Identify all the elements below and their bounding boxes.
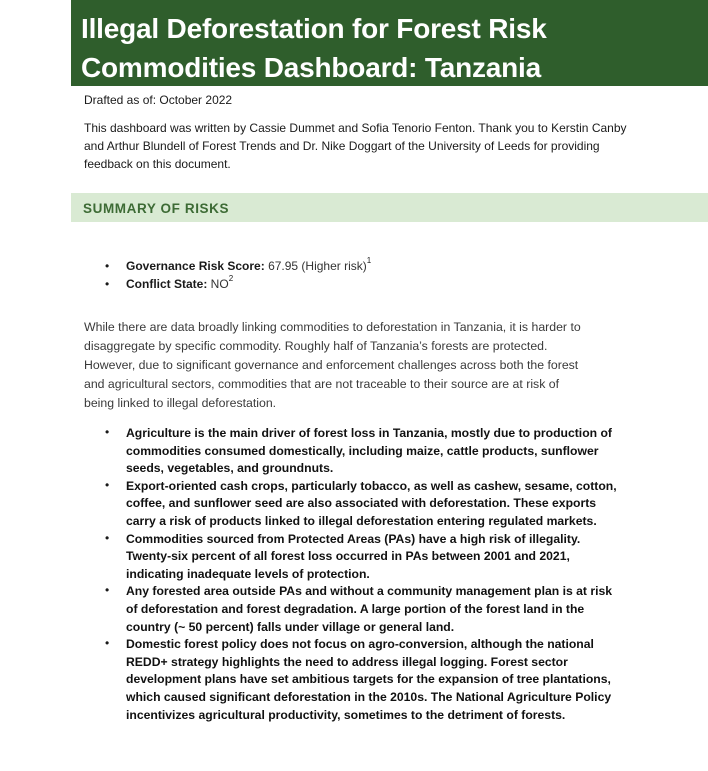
section-heading: SUMMARY OF RISKS <box>83 201 230 216</box>
key-point-forest-policy <box>105 636 617 724</box>
key-point-line: indicating inadequate levels of protection. <box>126 566 370 581</box>
governance-risk-label: Governance Risk Score: <box>126 259 265 273</box>
bullet-icon: • <box>105 277 110 291</box>
key-point-line: Any forested area outside PAs and without a community management plan is at risk <box>126 584 613 599</box>
footnote-ref[interactable]: 1 <box>366 256 372 265</box>
authors-line: This dashboard was written by Cassie Dummet and Sofia Tenorio Fenton. Thank you to Kerstin Canby <box>84 121 627 135</box>
risk-score-list <box>105 257 371 293</box>
bullet-icon: • <box>105 530 110 545</box>
key-point-line: coffee, and sunflower seed are also associated with deforestation. These exports <box>126 496 597 511</box>
governance-risk-item <box>105 257 371 275</box>
authors-line: and Arthur Blundell of Forest Trends and Dr. Nike Doggart of the University of Leeds for providing <box>84 139 600 153</box>
conflict-state-value: NO <box>207 277 229 291</box>
document-title-line-2: Commodities Dashboard: Tanzania <box>81 52 542 83</box>
key-point-line: Twenty-six percent of all forest loss occurred in PAs between 2001 and 2021, <box>126 549 570 564</box>
bullet-icon: • <box>105 425 110 439</box>
key-point-line: Commodities sourced from Protected Areas (PAs) have a high risk of illegality. <box>126 531 581 546</box>
bullet-icon: • <box>105 259 110 273</box>
key-point-line: REDD+ strategy highlights the need to address illegal logging. Forest sector <box>126 654 568 669</box>
authors-paragraph <box>84 119 684 173</box>
bullet-icon: • <box>105 583 110 598</box>
drafted-date: Drafted as of: October 2022 <box>84 93 233 107</box>
intro-line: While there are data broadly linking commodities to deforestation in Tanzania, it is harder to <box>84 320 581 334</box>
key-point-line: which caused significant deforestation in the 2010s. The National Agriculture Policy <box>126 689 612 704</box>
key-point-protected-areas <box>105 531 617 584</box>
key-point-line: Agriculture is the main driver of forest loss in Tanzania, mostly due to production of <box>126 426 612 440</box>
intro-line: and agricultural sectors, commodities that are not traceable to their source are at risk of <box>84 377 560 391</box>
key-point-cash-crops <box>105 478 617 531</box>
key-point-line: seeds, vegetables, and groundnuts. <box>126 461 334 476</box>
summary-section-header <box>71 193 708 222</box>
authors-line: feedback on this document. <box>84 157 231 171</box>
intro-paragraph <box>84 318 684 413</box>
document-title-line-1: Illegal Deforestation for Forest Risk <box>81 13 547 44</box>
governance-risk-value: 67.95 (Higher risk) <box>264 259 367 273</box>
bullet-icon: • <box>105 477 110 492</box>
key-point-village-land <box>105 583 617 636</box>
key-point-line: development plans have set ambitious targets for the expansion of tree plantations, <box>126 672 611 687</box>
footnote-ref[interactable]: 2 <box>228 274 234 283</box>
key-point-line: carry a risk of products linked to illegal deforestation entering regulated markets. <box>126 513 597 528</box>
key-points-list <box>105 425 617 724</box>
title-banner <box>71 0 708 86</box>
key-point-line: country (~ 50 percent) falls under village or general land. <box>126 619 455 634</box>
key-point-line: Export-oriented cash crops, particularly tobacco, as well as cashew, sesame, cotton, <box>126 478 617 493</box>
intro-line: disaggregate by specific commodity. Roughly half of Tanzania’s forests are protected. <box>84 339 548 353</box>
key-point-line: incentivizes agricultural productivity, sometimes to the detriment of forests. <box>126 707 566 722</box>
intro-line: being linked to illegal deforestation. <box>84 396 277 410</box>
key-point-line: commodities consumed domestically, including maize, cattle products, sunflower <box>126 443 599 458</box>
key-point-line: Domestic forest policy does not focus on agro-conversion, although the national <box>126 637 594 652</box>
key-point-agriculture <box>105 425 617 478</box>
conflict-state-item <box>105 275 371 293</box>
key-point-line: of deforestation and forest degradation. A large portion of the forest land in the <box>126 601 585 616</box>
bullet-icon: • <box>105 636 110 651</box>
conflict-state-label: Conflict State: <box>126 277 208 291</box>
intro-line: However, due to significant governance and enforcement challenges across both the forest <box>84 358 579 372</box>
